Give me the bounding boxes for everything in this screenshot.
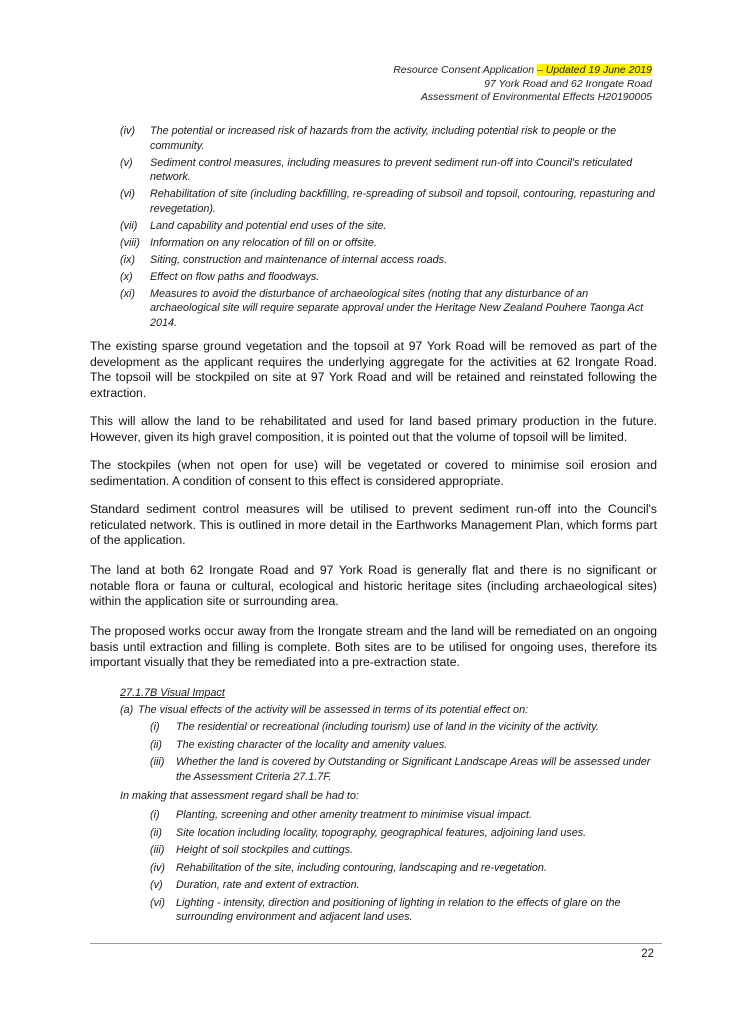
header-address: 97 York Road and 62 Irongate Road [484, 77, 652, 90]
clause-a: (a) The visual effects of the activity will be assessed in terms of its potential effect on: [120, 704, 529, 716]
list-item: (ix) Siting, construction and maintenance of internal access roads. [120, 253, 448, 266]
body-paragraph: The proposed works occur away from the Irongate stream and the land will be remediated on an ongoing basis until extraction and filling is complete. Both sites are to be utilised for ongoing uses, therefore its important visually that they be remediated into a pre-extraction state. [90, 624, 657, 670]
list-item: (ii) The existing character of the locality and amenity values. [150, 738, 448, 751]
body-paragraph: This will allow the land to be rehabilitated and used for land based primary production in the future. However, given its high gravel composition, it is pointed out that the volume of topsoil will be limited. [90, 414, 657, 444]
list-item: (ii) Site location including locality, topography, geographical features, adjoining land uses. [150, 826, 587, 839]
list-item: (vi) Lighting - intensity, direction and positioning of lighting in relation to the effects of glare on the surrounding environment and adjacent land uses. [150, 896, 621, 923]
list-item: (v) Duration, rate and extent of extraction. [150, 879, 360, 891]
body-paragraph: The stockpiles (when not open for use) will be vegetated or covered to minimise soil erosion and sedimentation. A condition of consent to this effect is considered appropriate. [90, 458, 657, 488]
body-paragraph: The land at both 62 Irongate Road and 97 York Road is generally flat and there is no significant or notable flora or fauna or cultural, ecological and historic heritage sites (including archaeological sites) within the application site or surrounding area. [90, 563, 657, 609]
list-item: (xi) Measures to avoid the disturbance of archaeological sites (noting that any disturbance of an archaeological site will require separate approval under the Heritage New Zealand Pouhere Taonga Act 2014. [120, 287, 644, 329]
list-item: (v) Sediment control measures, including measures to prevent sediment run-off into Council's reticulated network. [120, 156, 633, 183]
criteria-list [120, 124, 660, 333]
list-item: (vii) Land capability and potential end uses of the site. [120, 219, 387, 232]
list-item: (viii) Information on any relocation of fill on or offsite. [120, 236, 377, 249]
regard-intro: In making that assessment regard shall be had to: [120, 790, 359, 802]
list-item: (iii) Height of soil stockpiles and cuttings. [150, 844, 354, 856]
body-paragraph: Standard sediment control measures will be utilised to prevent sediment run-off into the Council's reticulated network. This is outlined in more detail in the Earthworks Management Plan, which forms part of the application. [90, 502, 657, 548]
header-title: Resource Consent Application – Updated 19 June 2019 [393, 64, 652, 76]
body-paragraph: The existing sparse ground vegetation and the topsoil at 97 York Road will be removed as part of the development as the applicant requires the underlying aggregate for the activities at 62 Irongate Road. The topsoil will be stockpiled on site at 97 York Road and will be retained and reinstated following the extraction. [90, 339, 657, 400]
footer-divider [90, 943, 662, 944]
list-item: (vi) Rehabilitation of site (including backfilling, re-spreading of subsoil and topsoil, contouring, repasturing and revegetation). [120, 188, 655, 215]
page-number: 22 [641, 948, 654, 960]
list-item: (i) Planting, screening and other amenity treatment to minimise visual impact. [150, 809, 532, 821]
section-heading: 27.1.7B Visual Impact [120, 687, 225, 699]
effects-list [150, 720, 660, 787]
list-item: (iv) Rehabilitation of the site, including contouring, landscaping and re-vegetation. [150, 861, 547, 874]
header-reference: Assessment of Environmental Effects H20190005 [420, 91, 652, 103]
list-item: (i) The residential or recreational (including tourism) use of land in the vicinity of the activity. [150, 721, 599, 733]
regard-list [150, 808, 660, 928]
page-header [393, 64, 652, 105]
update-highlight: – Updated 19 June 2019 [536, 64, 652, 76]
list-item: (x) Effect on flow paths and floodways. [120, 270, 320, 283]
list-item: (iv) The potential or increased risk of hazards from the activity, including potential risk to people or the community. [120, 125, 617, 152]
list-item: (iii) Whether the land is covered by Outstanding or Significant Landscape Areas will be assessed under the Assessment Criteria 27.1.7F. [150, 756, 651, 783]
